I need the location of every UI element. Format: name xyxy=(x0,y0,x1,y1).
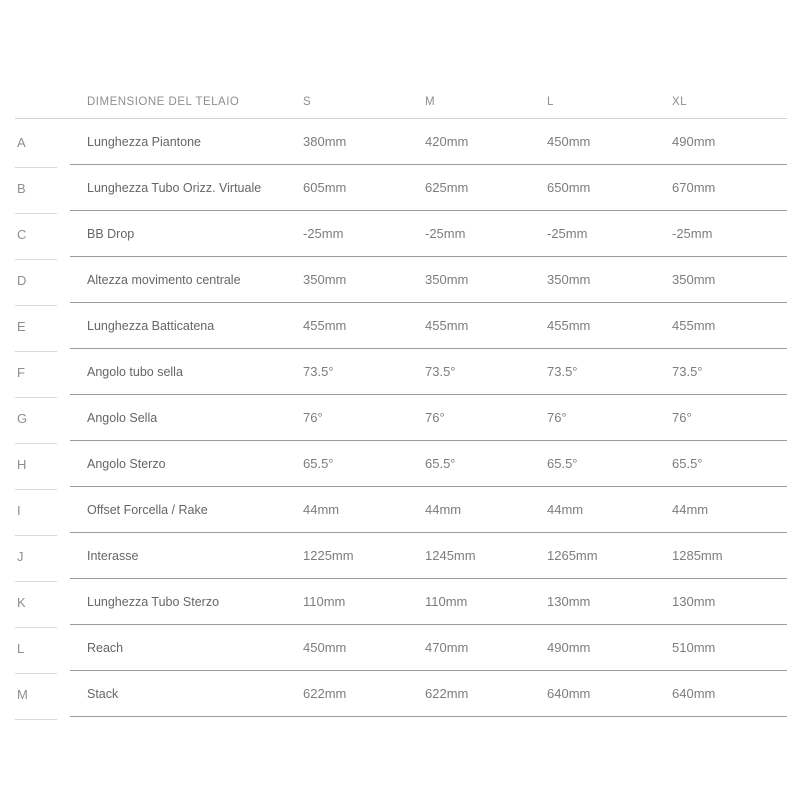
value-s: 44mm xyxy=(286,487,408,533)
value-m: 350mm xyxy=(408,257,530,303)
value-l: 73.5° xyxy=(530,349,655,395)
value-xl: 350mm xyxy=(655,257,787,303)
row-label: Reach xyxy=(70,625,286,671)
value-m: -25mm xyxy=(408,211,530,257)
value-s: 65.5° xyxy=(286,441,408,487)
geometry-table xyxy=(0,85,787,717)
row-letter: B xyxy=(0,165,70,211)
value-l: 455mm xyxy=(530,303,655,349)
value-xl: 76° xyxy=(655,395,787,441)
table-row-d xyxy=(0,257,787,303)
table-row-b xyxy=(0,165,787,211)
value-s: 455mm xyxy=(286,303,408,349)
value-xl: -25mm xyxy=(655,211,787,257)
value-l: 1265mm xyxy=(530,533,655,579)
value-xl: 73.5° xyxy=(655,349,787,395)
value-xl: 44mm xyxy=(655,487,787,533)
value-m: 110mm xyxy=(408,579,530,625)
value-m: 420mm xyxy=(408,119,530,165)
value-xl: 1285mm xyxy=(655,533,787,579)
table-row-g xyxy=(0,395,787,441)
row-letter: M xyxy=(0,671,70,717)
value-s: 605mm xyxy=(286,165,408,211)
row-letter: J xyxy=(0,533,70,579)
row-label: Stack xyxy=(70,671,286,717)
value-xl: 640mm xyxy=(655,671,787,717)
row-label: Lunghezza Batticatena xyxy=(70,303,286,349)
value-s: 73.5° xyxy=(286,349,408,395)
value-l: 640mm xyxy=(530,671,655,717)
row-letter: A xyxy=(0,119,70,165)
value-m: 76° xyxy=(408,395,530,441)
value-m: 1245mm xyxy=(408,533,530,579)
column-header-size-m: M xyxy=(425,95,436,108)
column-header-dimension: DIMENSIONE DEL TELAIO xyxy=(87,95,240,108)
table-row-i xyxy=(0,487,787,533)
row-label: Lunghezza Tubo Sterzo xyxy=(70,579,286,625)
column-header-size-xl: XL xyxy=(672,95,688,108)
value-l: 350mm xyxy=(530,257,655,303)
value-xl: 510mm xyxy=(655,625,787,671)
row-label: Offset Forcella / Rake xyxy=(70,487,286,533)
table-row-e xyxy=(0,303,787,349)
table-row-a xyxy=(0,119,787,165)
row-label: Interasse xyxy=(70,533,286,579)
table-row-h xyxy=(0,441,787,487)
value-xl: 130mm xyxy=(655,579,787,625)
value-l: 44mm xyxy=(530,487,655,533)
table-row-c xyxy=(0,211,787,257)
row-label: Angolo Sterzo xyxy=(70,441,286,487)
value-m: 44mm xyxy=(408,487,530,533)
row-letter: H xyxy=(0,441,70,487)
value-s: 76° xyxy=(286,395,408,441)
row-letter: D xyxy=(0,257,70,303)
value-l: 76° xyxy=(530,395,655,441)
value-l: 650mm xyxy=(530,165,655,211)
value-s: 110mm xyxy=(286,579,408,625)
value-m: 625mm xyxy=(408,165,530,211)
table-row-f xyxy=(0,349,787,395)
value-s: -25mm xyxy=(286,211,408,257)
row-label: Altezza movimento centrale xyxy=(70,257,286,303)
value-s: 622mm xyxy=(286,671,408,717)
row-letter: L xyxy=(0,625,70,671)
row-letter: E xyxy=(0,303,70,349)
row-letter: F xyxy=(0,349,70,395)
table-header-row xyxy=(0,85,787,118)
value-l: -25mm xyxy=(530,211,655,257)
value-s: 1225mm xyxy=(286,533,408,579)
column-header-size-s: S xyxy=(303,95,312,108)
row-letter: C xyxy=(0,211,70,257)
value-xl: 65.5° xyxy=(655,441,787,487)
row-label: Lunghezza Tubo Orizz. Virtuale xyxy=(70,165,286,211)
value-l: 130mm xyxy=(530,579,655,625)
column-header-size-l: L xyxy=(547,95,554,108)
value-xl: 490mm xyxy=(655,119,787,165)
value-m: 65.5° xyxy=(408,441,530,487)
value-xl: 455mm xyxy=(655,303,787,349)
value-m: 470mm xyxy=(408,625,530,671)
value-l: 65.5° xyxy=(530,441,655,487)
row-label: Angolo tubo sella xyxy=(70,349,286,395)
value-xl: 670mm xyxy=(655,165,787,211)
value-s: 450mm xyxy=(286,625,408,671)
row-letter: G xyxy=(0,395,70,441)
value-s: 350mm xyxy=(286,257,408,303)
row-label: BB Drop xyxy=(70,211,286,257)
table-row-k xyxy=(0,579,787,625)
table-row-l xyxy=(0,625,787,671)
value-m: 73.5° xyxy=(408,349,530,395)
value-m: 622mm xyxy=(408,671,530,717)
row-label: Angolo Sella xyxy=(70,395,286,441)
value-l: 490mm xyxy=(530,625,655,671)
value-m: 455mm xyxy=(408,303,530,349)
table-row-m xyxy=(0,671,787,717)
row-letter: I xyxy=(0,487,70,533)
table-row-j xyxy=(0,533,787,579)
value-l: 450mm xyxy=(530,119,655,165)
row-label: Lunghezza Piantone xyxy=(70,119,286,165)
value-s: 380mm xyxy=(286,119,408,165)
row-letter: K xyxy=(0,579,70,625)
